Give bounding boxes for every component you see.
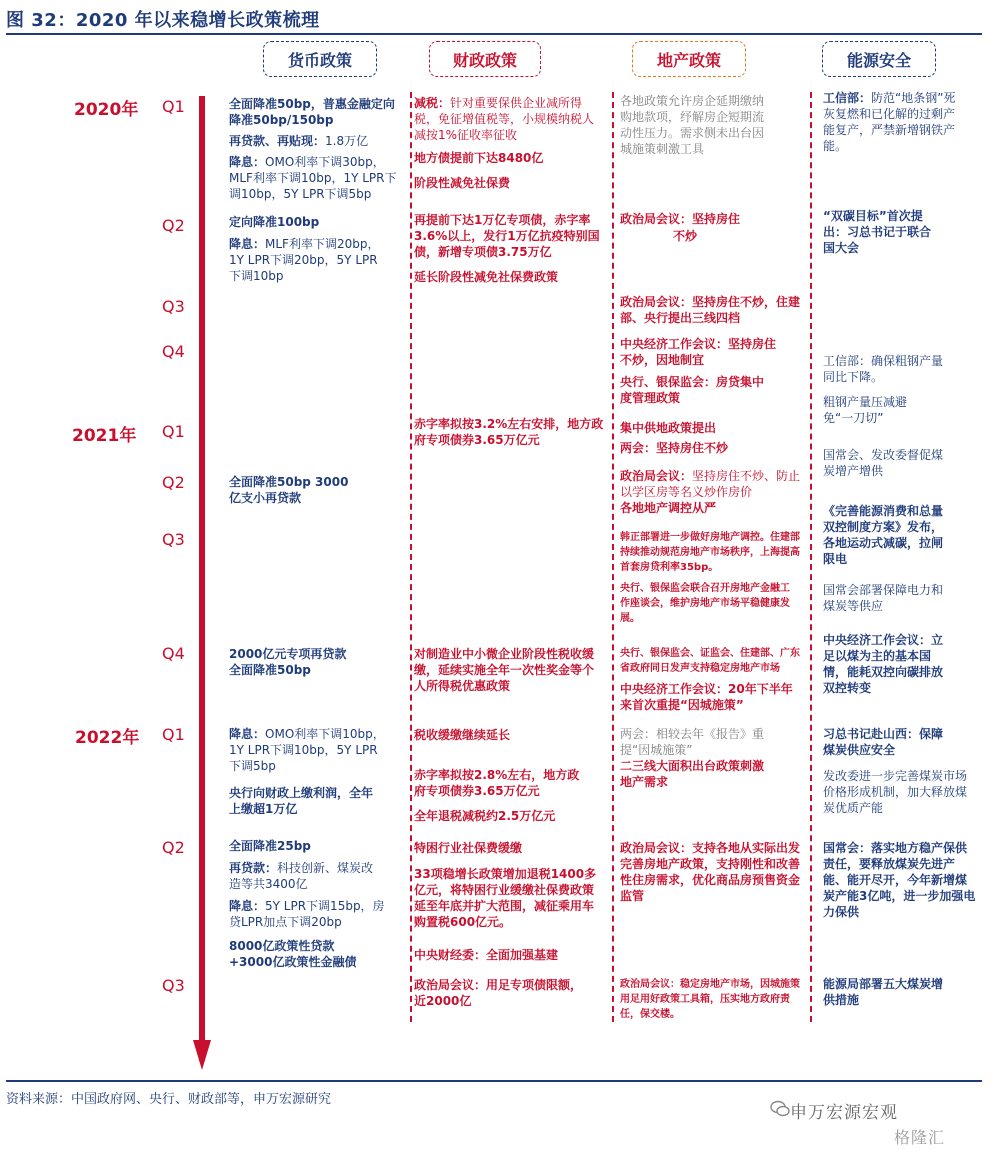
fiscal-entry: 政治局会议：用足专项债限额，近2000亿 (414, 978, 583, 1008)
entry-label: 减税： (414, 96, 451, 110)
fiscal-entry: 赤字率拟按2.8%左右，地方政府专项债券3.65万亿元 (414, 768, 580, 798)
quarter-label: Q2 (162, 473, 185, 492)
energy-entry: 工信部：确保粗钢产量同比下降。 (823, 354, 944, 384)
header-monetary: 货币政策 (263, 41, 377, 77)
quarter-label: Q4 (162, 342, 185, 361)
monetary-entry: 央行向财政上缴利润，全年上缴超1万亿 (229, 786, 374, 816)
separator-energy (810, 92, 814, 1022)
energy-entry: 发改委进一步完善煤炭市场价格形成机制，加大释放煤炭优质产能 (823, 769, 968, 815)
monetary-entry (229, 898, 394, 930)
entry-value: 针对重要保供企业减所得税，免征增值税等，小规模纳税人减按1%征收率征收 (414, 96, 595, 142)
header-property: 地产政策 (632, 41, 746, 77)
property-entry: 政治局会议：支持各地从实际出发完善房地产政策，支持刚性和改善性住房需求，优化商品房预售资金监管 (620, 841, 801, 903)
monetary-entry (229, 236, 389, 284)
entry-label: 再贷款、再贴现： (229, 134, 326, 148)
fiscal-entry: 再提前下达1万亿专项债，赤字率3.6%以上，发行1万亿抗疫特别国债，新增专项债3.75万亿 (414, 213, 600, 259)
quarter-label: Q2 (162, 838, 185, 857)
entry-value: MLF利率下调20bp，1Y LPR下调20bp，5Y LPR下调10bp (229, 237, 380, 283)
fiscal-entry: 税收缓缴继续延长 (414, 728, 511, 742)
fiscal-entry: 中央财经委：全面加强基建 (414, 948, 559, 962)
monetary-entry: 2000亿元专项再贷款 全面降准50bp (229, 647, 347, 677)
wechat-icon (770, 1100, 790, 1123)
property-entry: 政治局会议：稳定房地产市场，因城施策用足用好政策工具箱，压实地方政府责任，保交楼。 (620, 979, 800, 1020)
monetary-entry (229, 133, 405, 149)
property-entry: 各地地产调控从严 (620, 501, 717, 515)
property-entry: 中央经济工作会议：坚持房住不炒，因地制宜 (620, 337, 777, 367)
fiscal-entry: 地方债提前下达8480亿 (414, 151, 544, 165)
energy-entry: 粗钢产量压减避免“一刀切” (823, 395, 908, 425)
entry-value: 科技创新、煤炭改造等共3400亿 (229, 861, 374, 891)
property-entry: 政治局会议：坚持房住 (620, 212, 741, 226)
monetary-entry: 全面降准25bp (229, 839, 311, 853)
header-energy: 能源安全 (822, 41, 936, 77)
quarter-label: Q3 (162, 976, 185, 995)
fiscal-entry: 赤字率拟按3.2%左右安排，地方政府专项债券3.65万亿元 (414, 417, 604, 447)
year-label: 2022年 (75, 728, 140, 748)
property-entry: 两会：坚持房住不炒 (620, 441, 729, 455)
energy-entry: 习总书记赴山西：保障煤炭供应安全 (823, 727, 944, 757)
energy-entry: 国常会：落实地方稳产保供责任，要释放煤炭先进产能、能开尽开，今年新增煤炭产能3亿吨，进一步加强电力保供 (823, 841, 976, 919)
entry-value: OMO利率下调30bp，MLF利率下调10bp，1Y LPR下调10bp，5Y LPR下调5bp (229, 155, 397, 201)
energy-entry: 中央经济工作会议：立足以煤为主的基本国情，能耗双控向碳排放双控转变 (823, 633, 944, 695)
energy-entry: 能源局部署五大煤炭增供措施 (823, 977, 944, 1007)
quarter-label: Q1 (162, 97, 185, 116)
fiscal-entry (414, 95, 602, 143)
monetary-entry: 8000亿政策性贷款 +3000亿政策性金融债 (229, 939, 357, 969)
property-entry: 中央经济工作会议：20年下半年来首次重提“因城施策” (620, 682, 793, 712)
energy-entry: “双碳目标”首次提出：习总书记于联合国大会 (823, 209, 932, 255)
property-entry: 央行、银保监会：房贷集中度管理政策 (620, 375, 765, 405)
entry-value: 防范“地条钢”死灰复燃和已化解的过剩产能复产，严禁新增钢铁产能。 (823, 91, 956, 153)
entry-value: 1.8万亿 (325, 134, 369, 148)
entry-value: OMO利率下调10bp，1Y LPR下调10bp，5Y LPR下调5bp (229, 727, 385, 773)
property-entry (620, 468, 802, 500)
entry-label: 政治局会议： (620, 469, 693, 483)
entry-label: 工信部： (823, 91, 872, 105)
property-entry: 央行、银保监会、证监会、住建部、广东省政府同日发声支持稳定房地产市场 (620, 648, 800, 674)
separator-property (612, 92, 616, 1022)
energy-entry: 国常会、发改委督促煤炭增产增供 (823, 448, 944, 478)
monetary-entry: 定向降准100bp (229, 215, 320, 229)
entry-label: 降息： (229, 237, 266, 251)
timeline-axis (199, 96, 205, 1061)
property-entry: 不炒 (673, 229, 698, 243)
energy-entry: 国常会部署保障电力和煤炭等供应 (823, 583, 944, 613)
fiscal-entry: 对制造业中小微企业阶段性税收缓缴，延续实施全年一次性奖金等个人所得税优惠政策 (414, 647, 595, 693)
fiscal-entry: 33项稳增长政策增加退税1400多亿元，将特困行业缓缴社保费政策延至年底并扩大范围，减征乘用车购置税600亿元。 (414, 867, 597, 929)
energy-entry (823, 90, 958, 154)
entry-label: 降息： (229, 727, 266, 741)
fiscal-entry: 全年退税减税约2.5万亿元 (414, 809, 556, 823)
property-entry: 二三线大面积出台政策刺激地产需求 (620, 759, 765, 789)
year-label: 2020年 (74, 100, 139, 120)
fiscal-entry: 特困行业社保费缓缴 (414, 841, 523, 855)
quarter-label: Q4 (162, 644, 185, 663)
quarter-label: Q1 (162, 725, 185, 744)
energy-entry: 《完善能源消费和总量双控制度方案》发布，各地运动式减碳，拉闸限电 (823, 504, 944, 566)
quarter-label: Q3 (162, 530, 185, 549)
wechat-icon-svg (770, 1100, 790, 1118)
monetary-entry (229, 860, 379, 892)
title-divider (6, 33, 982, 35)
entry-label: 再贷款： (229, 861, 278, 875)
quarter-label: Q1 (162, 422, 185, 441)
entry-label: 降息： (229, 899, 266, 913)
year-label: 2021年 (72, 426, 137, 446)
monetary-entry: 全面降准50bp，普惠金融定向降准50bp/150bp (229, 97, 395, 127)
monetary-entry (229, 726, 389, 774)
header-fiscal: 财政政策 (429, 41, 541, 77)
watermark-main: 申万宏源宏观 (790, 1103, 898, 1123)
property-entry: 各地政策允许房企延期缴纳购地款项，纾解房企短期流动性压力。需求侧未出台因城施策刺激工具 (620, 94, 765, 156)
timeline-arrow-icon (193, 1040, 211, 1070)
monetary-entry: 全面降准50bp 3000亿支小再贷款 (229, 475, 349, 505)
quarter-label: Q2 (162, 216, 185, 235)
monetary-entry (229, 154, 405, 202)
source-note: 资料来源：中国政府网、央行、财政部等，申万宏源研究 (6, 1092, 332, 1107)
quarter-label: Q3 (162, 297, 185, 316)
entry-value: 5Y LPR下调15bp，房贷LPR加点下调20bp (229, 899, 385, 929)
property-entry: 两会：相较去年《报告》重提“因城施策” (620, 727, 765, 757)
footer-divider (6, 1080, 982, 1082)
property-entry: 韩正部署进一步做好房地产调控。住建部持续推动规范房地产市场秩序，上海提高首套房贷利率35bp。 (620, 532, 800, 573)
property-entry: 政治局会议：坚持房住不炒，住建部、央行提出三线四档 (620, 295, 801, 325)
property-entry: 集中供地政策提出 (620, 421, 717, 435)
entry-label: 降息： (229, 155, 266, 169)
property-entry: 央行、银保监会联合召开房地产金融工作座谈会，维护房地产市场平稳健康发展。 (620, 583, 790, 624)
figure-title: 图 32：2020 年以来稳增长政策梳理 (6, 10, 320, 31)
entry-value: 坚持房住不炒、防止以学区房等名义炒作房价 (620, 469, 801, 499)
fiscal-entry: 阶段性减免社保费 (414, 176, 511, 190)
fiscal-entry: 延长阶段性减免社保费政策 (414, 270, 559, 284)
watermark-sub: 格隆汇 (894, 1128, 946, 1147)
